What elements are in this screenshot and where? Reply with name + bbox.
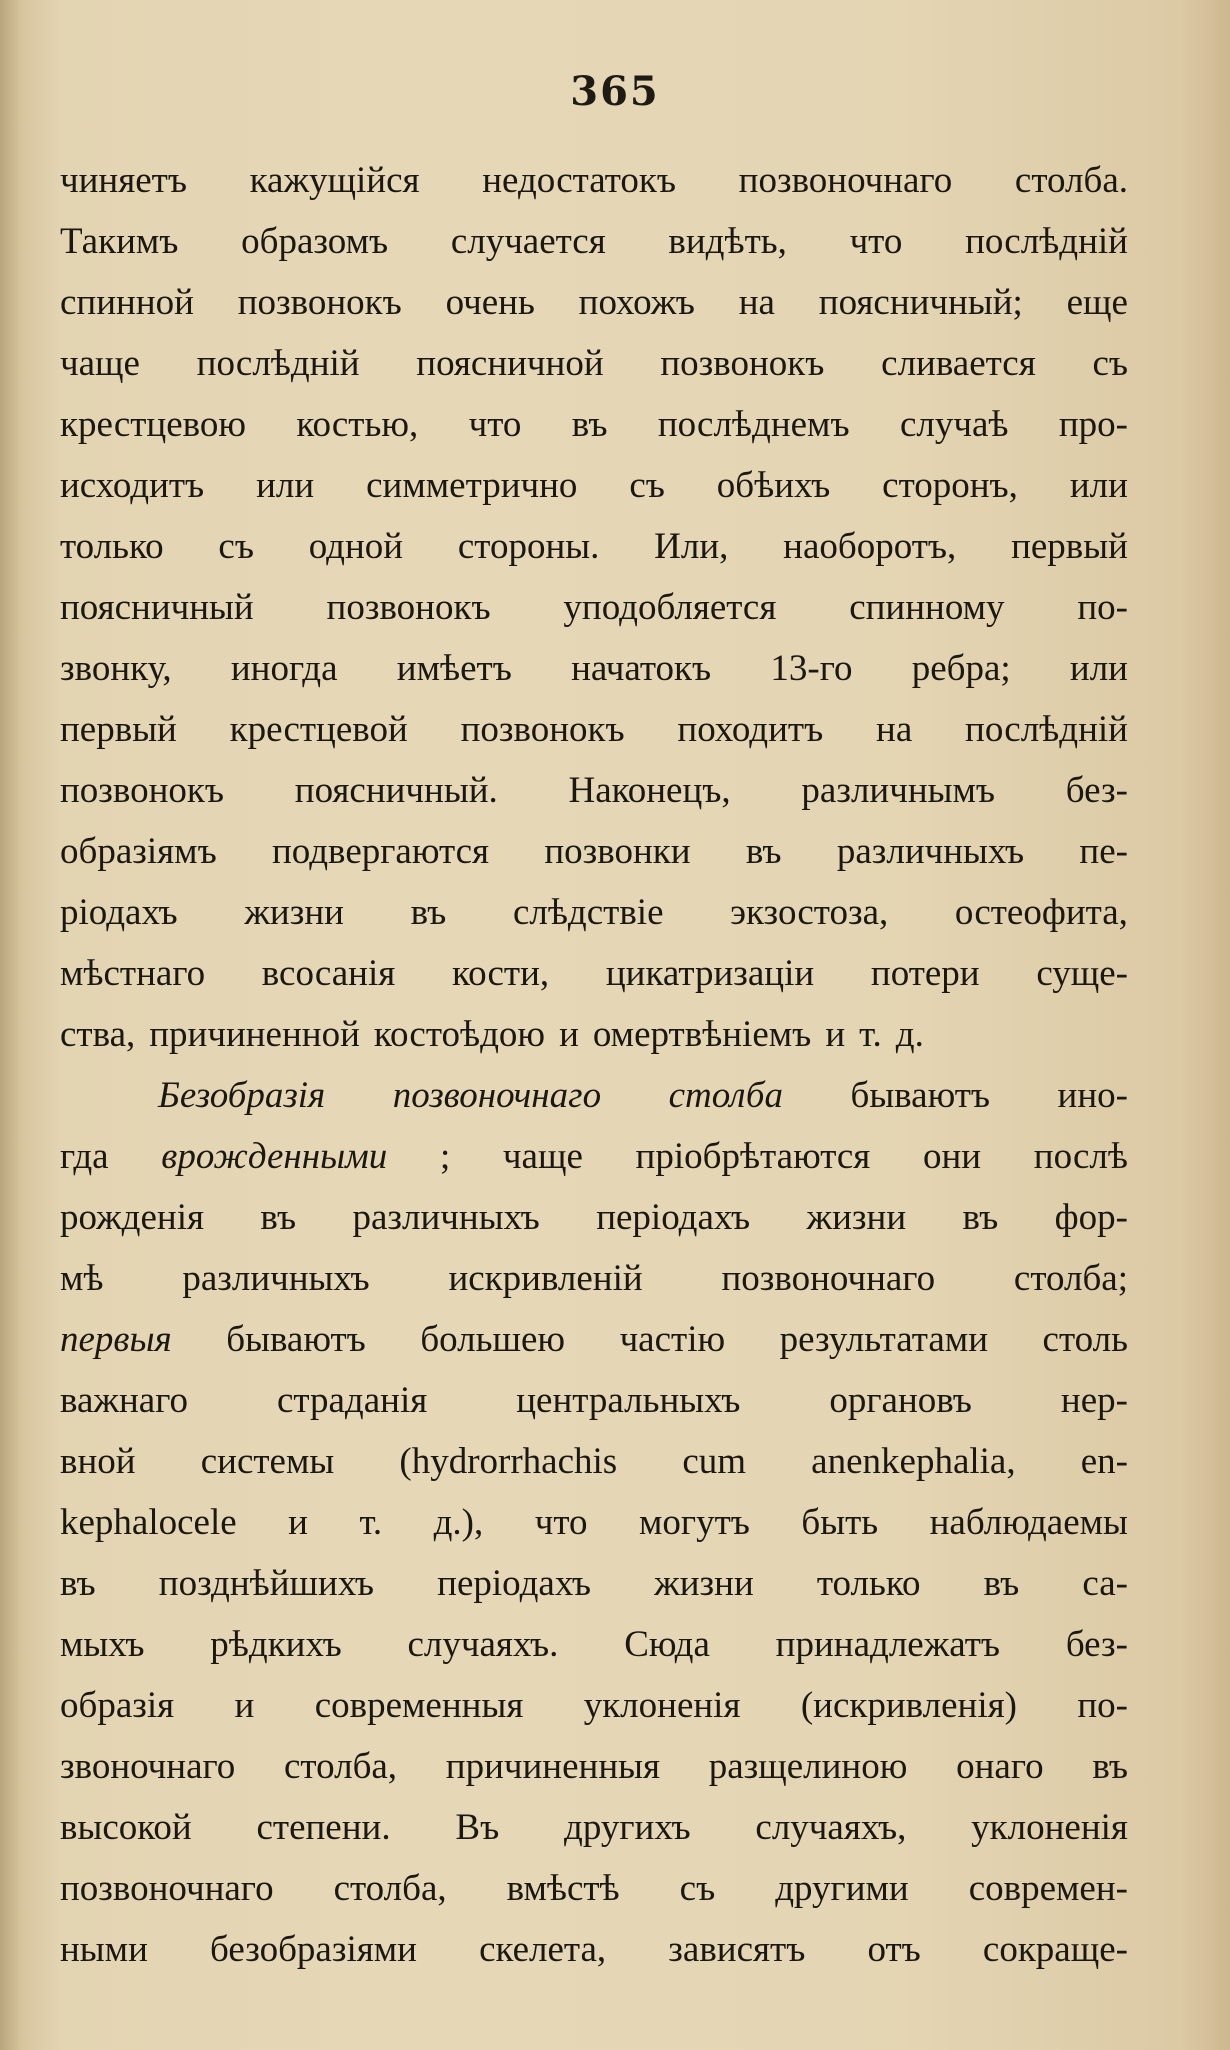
word: причиненной: [149, 1014, 360, 1055]
word: только: [60, 526, 164, 567]
word: и: [559, 1014, 579, 1055]
word: или: [1069, 648, 1128, 689]
word: искривленій: [448, 1258, 643, 1299]
word: кости,: [451, 953, 550, 994]
word: высокой: [60, 1807, 192, 1848]
word: костью,: [296, 404, 419, 445]
word: другими: [775, 1868, 909, 1909]
word: пріобрѣтаются: [635, 1136, 871, 1177]
word: послѣдній: [965, 221, 1128, 262]
word: и: [288, 1502, 308, 1543]
word: позвоночнаго: [738, 160, 953, 201]
word: всосанія: [261, 953, 396, 994]
word: періодахъ: [596, 1197, 751, 1238]
word: послѣдній: [965, 709, 1128, 750]
word: позвонокъ: [60, 770, 225, 811]
text-line: [60, 150, 1128, 211]
word: отъ: [867, 1929, 921, 1970]
word: экзостоза,: [730, 892, 889, 933]
word: ;: [439, 1136, 451, 1177]
text-line: [60, 1858, 1128, 1919]
word: въ: [962, 1197, 999, 1238]
word: столь: [1042, 1319, 1128, 1360]
word: случаѣ: [899, 404, 1009, 445]
word: частію: [619, 1319, 726, 1360]
word: результатами: [779, 1319, 989, 1360]
word: ными: [60, 1929, 148, 1970]
word: крестцевой: [229, 709, 408, 750]
word: омертвѣніемъ: [592, 1014, 812, 1055]
word: поясничный.: [294, 770, 498, 811]
word: только: [816, 1563, 921, 1604]
word: жизни: [654, 1563, 754, 1604]
word: kephalocele: [60, 1502, 237, 1543]
italic-word: Безобразія: [158, 1075, 326, 1116]
word: или: [1069, 465, 1128, 506]
word: органовъ: [829, 1380, 972, 1421]
word: мыхъ: [60, 1624, 145, 1665]
text-line: [60, 638, 1128, 699]
word: слѣдствіе: [512, 892, 664, 933]
word: про-: [1058, 404, 1128, 445]
word: что: [468, 404, 522, 445]
word: поясничной: [416, 343, 604, 384]
text-line: [60, 1797, 1128, 1858]
word: другихъ: [564, 1807, 691, 1848]
word: cum: [682, 1441, 747, 1482]
word: звоночнаго: [60, 1746, 236, 1787]
word: рѣдкихъ: [210, 1624, 342, 1665]
word: большею: [420, 1319, 566, 1360]
word: са-: [1082, 1563, 1128, 1604]
word: anenkephalia,: [811, 1441, 1016, 1482]
word: по-: [1077, 587, 1128, 628]
word: остеофита,: [954, 892, 1128, 933]
word: без-: [1065, 770, 1128, 811]
word: спинному: [849, 587, 1005, 628]
word: ства,: [60, 1014, 136, 1055]
word: жизни: [244, 892, 344, 933]
word: столба,: [283, 1746, 398, 1787]
word: мѣ: [60, 1258, 104, 1299]
word: съ: [218, 526, 254, 567]
word: вмѣстѣ: [506, 1868, 620, 1909]
word: гда: [60, 1136, 109, 1177]
word: позвонки: [544, 831, 691, 872]
word: первый: [1011, 526, 1128, 567]
word: сокраще-: [982, 1929, 1128, 1970]
word: первый: [60, 709, 177, 750]
word: поясничный: [60, 587, 254, 628]
word: случаяхъ.: [407, 1624, 559, 1665]
word: въ: [410, 892, 447, 933]
word: позднѣйшихъ: [158, 1563, 375, 1604]
word: вной: [60, 1441, 136, 1482]
word: рожденія: [60, 1197, 204, 1238]
word: скелета,: [479, 1929, 607, 1970]
italic-word: столба: [668, 1075, 784, 1116]
word: позвонокъ: [237, 282, 402, 323]
word: въ: [260, 1197, 297, 1238]
word: симметрично: [366, 465, 578, 506]
word: (hydrorrhachis: [399, 1441, 618, 1482]
word: похожъ: [578, 282, 695, 323]
word: степени.: [256, 1807, 391, 1848]
word: еще: [1066, 282, 1128, 323]
word: Наконецъ,: [568, 770, 731, 811]
text-line: [60, 882, 1128, 943]
word: костоѣдою: [373, 1014, 546, 1055]
text-line: [60, 760, 1128, 821]
text-line: [60, 1309, 1128, 1370]
word: центральныхъ: [516, 1380, 741, 1421]
word: столба,: [333, 1868, 447, 1909]
word: позвонокъ: [460, 709, 625, 750]
word: нер-: [1060, 1380, 1128, 1421]
word: бываютъ: [226, 1319, 366, 1360]
text-line: [60, 211, 1128, 272]
word: Или,: [654, 526, 729, 567]
word: что: [849, 221, 903, 262]
word: образомъ: [241, 221, 389, 262]
text-line: [60, 272, 1128, 333]
word: по-: [1077, 1685, 1128, 1726]
text-line: [60, 394, 1128, 455]
word: 13-го: [770, 648, 853, 689]
word: д.),: [433, 1502, 484, 1543]
word: бываютъ: [850, 1075, 991, 1116]
word: видѣть,: [668, 221, 787, 262]
word: современ-: [968, 1868, 1128, 1909]
word: съ: [1092, 343, 1128, 384]
word: причиненныя: [445, 1746, 660, 1787]
word: послѣдній: [196, 343, 360, 384]
word: чаще: [502, 1136, 583, 1177]
word: могутъ: [639, 1502, 750, 1543]
word: различныхъ: [836, 831, 1025, 872]
word: въ: [1092, 1746, 1128, 1787]
text-line: [60, 1126, 1128, 1187]
text-line: [60, 516, 1128, 577]
text-line: [60, 1187, 1128, 1248]
word: подвергаются: [272, 831, 490, 872]
word: недостатокъ: [482, 160, 676, 201]
text-line: [60, 943, 1128, 1004]
word: или: [256, 465, 315, 506]
word: случается: [450, 221, 606, 262]
word: иногда: [230, 648, 338, 689]
word: различнымъ: [801, 770, 996, 811]
text-line: [60, 1675, 1128, 1736]
word: жизни: [806, 1197, 907, 1238]
text-line: [60, 1736, 1128, 1797]
word: позвоночнаго: [721, 1258, 936, 1299]
word: разщелиною: [708, 1746, 908, 1787]
word: періодахъ: [437, 1563, 592, 1604]
word: уклоненія: [971, 1807, 1128, 1848]
word: ребра;: [911, 648, 1011, 689]
word: современныя: [314, 1685, 524, 1726]
word: и: [825, 1014, 846, 1055]
word: потери: [870, 953, 980, 994]
word: стороны.: [457, 526, 600, 567]
word: что: [534, 1502, 588, 1543]
word: уподобляется: [563, 587, 777, 628]
page-number: 365: [570, 68, 660, 115]
word: en-: [1080, 1441, 1128, 1482]
text-line: [60, 577, 1128, 638]
word: цикатризаціи: [605, 953, 815, 994]
word: послѣ: [1033, 1136, 1128, 1177]
word: исходитъ: [60, 465, 205, 506]
word: системы: [200, 1441, 335, 1482]
word: походитъ: [677, 709, 824, 750]
word: страданія: [276, 1380, 428, 1421]
word: пе-: [1079, 831, 1128, 872]
word: Такимъ: [60, 221, 179, 262]
text-line: [60, 1919, 1128, 1980]
word: Сюда: [624, 1624, 710, 1665]
word: принадлежатъ: [775, 1624, 1001, 1665]
word: т.: [859, 1014, 882, 1055]
text-line: [60, 1431, 1128, 1492]
italic-word: врожденными: [161, 1136, 388, 1177]
word: онаго: [956, 1746, 1044, 1787]
text-line: [60, 1248, 1128, 1309]
word: поясничный;: [818, 282, 1023, 323]
text-line: [60, 333, 1128, 394]
word: сливается: [881, 343, 1036, 384]
text-line: [60, 1614, 1128, 1675]
word: на: [876, 709, 913, 750]
word: кажущійся: [249, 160, 420, 201]
word: столба;: [1013, 1258, 1128, 1299]
word: чиняетъ: [60, 160, 187, 201]
word: на: [738, 282, 775, 323]
word: чаще: [60, 343, 140, 384]
word: позвонокъ: [326, 587, 491, 628]
word: без-: [1065, 1624, 1128, 1665]
word: звонку,: [60, 648, 172, 689]
text-line: [60, 1553, 1128, 1614]
word: ино-: [1057, 1075, 1128, 1116]
word: столба.: [1014, 160, 1128, 201]
word: въ: [983, 1563, 1020, 1604]
word: въ: [571, 404, 608, 445]
word: суще-: [1036, 953, 1128, 994]
word: ріодахъ: [60, 892, 178, 933]
word: съ: [629, 465, 665, 506]
text-line: [60, 821, 1128, 882]
italic-word: первыя: [60, 1319, 172, 1360]
word: зависятъ: [668, 1929, 806, 1970]
word: крестцевою: [60, 404, 246, 445]
word: различныхъ: [182, 1258, 370, 1299]
text-line: [60, 1004, 1128, 1065]
italic-word: позвоночнаго: [392, 1075, 602, 1116]
word: безобразіями: [209, 1929, 417, 1970]
text-line: [60, 455, 1128, 516]
body-text: [60, 150, 1128, 1980]
word: позвоночнаго: [60, 1868, 274, 1909]
word: имѣетъ: [396, 648, 512, 689]
word: т.: [359, 1502, 383, 1543]
word: спинной: [60, 282, 194, 323]
text-line: [60, 1492, 1128, 1553]
word: случаяхъ,: [755, 1807, 907, 1848]
word: фор-: [1054, 1197, 1128, 1238]
word: послѣднемъ: [657, 404, 850, 445]
word: одной: [308, 526, 404, 567]
word: важнаго: [60, 1380, 188, 1421]
word: и: [234, 1685, 255, 1726]
word: образіямъ: [60, 831, 217, 872]
text-line: [60, 1065, 1128, 1126]
word: образія: [60, 1685, 175, 1726]
word: быть: [801, 1502, 879, 1543]
word: мѣстнаго: [60, 953, 206, 994]
word: позвонокъ: [660, 343, 825, 384]
word: Въ: [455, 1807, 500, 1848]
word: въ: [60, 1563, 96, 1604]
word: начатокъ: [571, 648, 712, 689]
word: обѣихъ: [716, 465, 831, 506]
word: уклоненія: [583, 1685, 741, 1726]
word: д.: [895, 1014, 924, 1055]
word: они: [922, 1136, 982, 1177]
text-line: [60, 699, 1128, 760]
word: въ: [745, 831, 782, 872]
word: очень: [445, 282, 535, 323]
word: сторонъ,: [882, 465, 1018, 506]
word: наблюдаемы: [929, 1502, 1128, 1543]
text-line: [60, 1370, 1128, 1431]
word: различныхъ: [352, 1197, 540, 1238]
word: (искривленія): [800, 1685, 1017, 1726]
word: наоборотъ,: [783, 526, 957, 567]
word: съ: [679, 1868, 716, 1909]
